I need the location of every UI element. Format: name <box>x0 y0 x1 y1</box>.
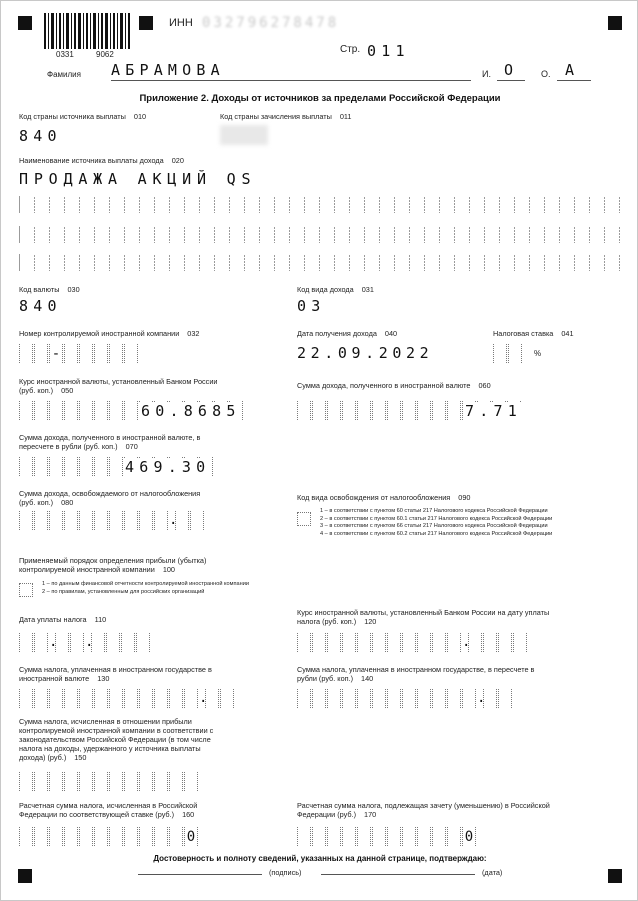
surname-value: АБРАМОВА <box>111 61 225 79</box>
rate-on-payment-label-line2: налога (руб. коп.) 120 <box>297 617 377 626</box>
source-name-cells-row2[interactable] <box>19 196 622 213</box>
barcode-number-2: 9062 <box>96 50 114 59</box>
tax-payment-date-cells[interactable]: . . <box>19 633 151 652</box>
initial-name-value: О <box>504 61 519 79</box>
profit-order-label-line2: контролируемой иностранной компании 100 <box>19 565 175 574</box>
rate-label-line2: (руб. коп.) 050 <box>19 386 74 395</box>
currency-value: 840 <box>19 297 62 315</box>
barcode-icon <box>44 13 130 49</box>
profit-order-option-2: 2 – по правилам, установленным для российских организаций <box>42 588 205 595</box>
initial-name-underline <box>497 80 525 81</box>
inn-value: 032796278478 <box>202 15 340 31</box>
rate-on-payment-cells[interactable]: . <box>297 633 528 652</box>
surname-underline <box>111 80 471 81</box>
cfc-tax-label-line4: налога на доходы, удержанного у источника выплаты <box>19 744 201 753</box>
calc-tax-label-line1: Расчетная сумма налога, исчисленная в Российской <box>19 801 198 810</box>
initial-patronymic-underline <box>557 80 591 81</box>
source-name-cells-row3[interactable] <box>19 226 622 243</box>
credit-tax-label-line1: Расчетная сумма налога, подлежащая зачету (уменьшению) в Российской <box>297 801 550 810</box>
credit-tax-cells[interactable] <box>297 827 477 846</box>
currency-label: Код валюты 030 <box>19 285 80 294</box>
foreign-tax-rub-label-line1: Сумма налога, уплаченная в иностранном государстве, в пересчете в <box>297 665 535 674</box>
corner-marker-bottom-left <box>18 869 32 883</box>
foreign-tax-fx-label-line2: иностранной валюте 130 <box>19 674 110 683</box>
cfc-tax-cells[interactable] <box>19 772 199 791</box>
foreign-tax-rub-label-line2: рубли (руб. коп.) 140 <box>297 674 374 683</box>
cfc-tax-label-line1: Сумма налога, исчисленная в отношении прибыли <box>19 717 192 726</box>
signature-label: (подпись) <box>269 868 302 877</box>
initial-patronymic-label: О. <box>541 69 551 79</box>
date-label: (дата) <box>482 868 503 877</box>
surname-label: Фамилия <box>47 70 81 79</box>
tax-rate-cells[interactable] <box>493 344 523 363</box>
income-type-label: Код вида дохода 031 <box>297 285 374 294</box>
initial-patronymic-value: А <box>565 61 580 79</box>
calc-tax-cells[interactable] <box>19 827 199 846</box>
tax-rate-unit: % <box>534 349 542 358</box>
profit-order-option-1: 1 – по данным финансовой отчетности контролируемой иностранной компании <box>42 581 249 587</box>
exemption-type-cell[interactable] <box>297 510 311 528</box>
barcode-number-1: 0331 <box>56 50 74 59</box>
rate-label-line1: Курс иностранной валюты, установленный Банком России <box>19 377 218 386</box>
corner-marker-top-right <box>608 16 622 30</box>
source-name-value: ПРОДАЖА АКЦИЙ QS <box>19 170 257 188</box>
source-name-cells-row4[interactable] <box>19 254 622 271</box>
exempt-label-line2: (руб. коп.) 080 <box>19 498 74 507</box>
income-fx-value: 7.71 <box>465 402 522 420</box>
credit-country-value-blurred <box>220 125 268 145</box>
source-name-label: Наименование источника выплаты дохода 020 <box>19 156 184 165</box>
profit-order-options <box>42 581 249 596</box>
cfc-tax-label-line3: законодательством Российской Федерации (в том числе <box>19 735 211 744</box>
income-fx-label: Сумма дохода, полученного в иностранной валюте 060 <box>297 381 491 390</box>
credit-country-label: Код страны зачисления выплаты 011 <box>220 112 352 121</box>
profit-order-cell[interactable] <box>19 581 33 599</box>
inn-label: ИНН <box>169 17 193 29</box>
foreign-tax-rub-cells[interactable]: . <box>297 689 513 708</box>
corner-marker-bottom-right <box>608 869 622 883</box>
source-country-value: 840 <box>19 127 62 145</box>
income-type-value: 03 <box>297 297 326 315</box>
cfc-number-label: Номер контролируемой иностранной компании 032 <box>19 329 200 338</box>
income-date-label: Дата получения дохода 040 <box>297 329 398 338</box>
income-rub-value: 469.30 <box>125 458 211 476</box>
tax-payment-date-label: Дата уплаты налога 110 <box>19 615 107 624</box>
cfc-tax-label-line2: контролируемой иностранной компании в соответствии с <box>19 726 214 735</box>
profit-order-label-line1: Применяемый порядок определения прибыли (убытка) <box>19 556 207 565</box>
credit-tax-label-line2: Федерации (руб.) 170 <box>297 810 377 819</box>
page-label: Стр. <box>340 44 361 55</box>
corner-marker-top-mid <box>139 16 153 30</box>
signature-line[interactable] <box>138 874 262 875</box>
tax-rate-label: Налоговая ставка 041 <box>493 329 574 338</box>
exemption-type-label: Код вида освобождения от налогообложения 090 <box>297 493 471 502</box>
calc-tax-value: 0 <box>184 827 198 846</box>
date-line[interactable] <box>321 874 475 875</box>
corner-marker-top-left <box>18 16 32 30</box>
exemption-option-3: 3 – в соответствии с пунктом 66 статьи 217 Налогового кодекса Российской Федерации <box>320 523 548 529</box>
page-value: 011 <box>367 42 410 60</box>
rate-value: 60.8685 <box>141 402 241 420</box>
calc-tax-label-line2: Федерации по соответствующей ставке (руб.) 160 <box>19 810 195 819</box>
exemption-options <box>320 508 552 538</box>
income-rub-label-line1: Сумма дохода, полученного в иностранной валюте, в <box>19 433 201 442</box>
cfc-number-cells[interactable] <box>19 344 139 363</box>
income-rub-label-line2: пересчете в рубли (руб. коп.) 070 <box>19 442 138 451</box>
foreign-tax-fx-label-line1: Сумма налога, уплаченная в иностранном государстве в <box>19 665 212 674</box>
exempt-cells[interactable]: . <box>19 511 205 530</box>
exemption-option-2: 2 – в соответствии с пунктом 60.1 статьи 217 Налогового кодекса Российской Федерации <box>320 515 553 522</box>
income-date-value: 22.09.2022 <box>297 344 434 362</box>
initial-name-label: И. <box>482 69 491 79</box>
rate-on-payment-label-line1: Курс иностранной валюты, установленный Банком России на дату уплаты <box>297 608 550 617</box>
form-title: Приложение 2. Доходы от источников за пределами Российской Федерации <box>139 93 501 104</box>
source-country-label: Код страны источника выплаты 010 <box>19 112 147 121</box>
confirm-text: Достоверность и полноту сведений, указанных на данной странице, подтверждаю: <box>153 854 487 863</box>
exemption-option-4: 4 – в соответствии с пунктом 60.2 статьи 217 Налогового кодекса Российской Федерации <box>320 530 553 537</box>
exempt-label-line1: Сумма дохода, освобождаемого от налогообложения <box>19 489 201 498</box>
cfc-tax-label-line5: дохода) (руб.) 150 <box>19 753 87 762</box>
credit-tax-value: 0 <box>462 827 476 846</box>
foreign-tax-fx-cells[interactable]: . <box>19 689 235 708</box>
cfc-number-value: - <box>49 344 63 363</box>
exemption-option-1: 1 – в соответствии с пунктом 60 статьи 217 Налогового кодекса Российской Федерации <box>320 508 548 514</box>
